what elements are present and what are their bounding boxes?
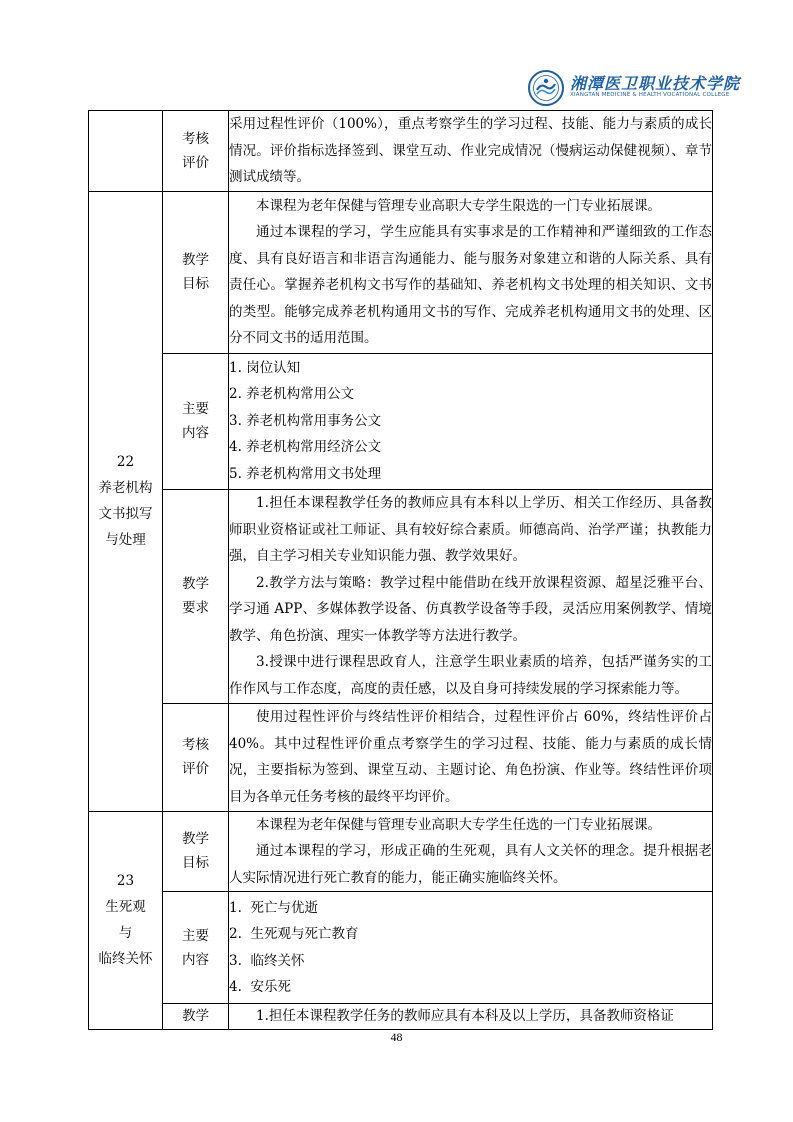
label-line: 评价: [182, 154, 209, 171]
row-label-assess: [163, 703, 229, 811]
goal-content: [229, 191, 713, 353]
row-label-content: [163, 353, 229, 489]
label-line: 目标: [182, 276, 209, 292]
row-label-assess: [163, 111, 229, 192]
table-row: [89, 111, 713, 192]
course-name-line: 与处理: [105, 532, 146, 548]
row-label-goal: [163, 811, 229, 892]
req-paragraph: 1.担任本课程教学任务的教师应具有本科以上学历、相关工作经历、具备教师职业资格证或社工师证、具有较好综合素质。师德高尚、治学严谨；执教能力强，自主学习相关专业知识能力强、教学效果好。: [229, 495, 712, 564]
row-label-goal: [163, 191, 229, 353]
row-label-req: [163, 1004, 229, 1030]
row-label-content: [163, 892, 229, 1004]
assess-text: 使用过程性评价与终结性评价相结合，过程性评价占 60%，终结性评价占 40%。其中过程性评价重点考察学生的学习过程、技能、能力与素质的成长情况，主要指标为签到、课堂互动、主题讨论、角色扮演、作业等。终结性评价项目为各单元任务考核的最终平均评价。: [229, 709, 712, 805]
req-content: [229, 489, 713, 703]
label-line: 教学: [182, 576, 209, 592]
course-number: 23: [116, 873, 135, 890]
school-logo-icon: [528, 70, 564, 106]
curriculum-table: [88, 110, 713, 1030]
list-item: 2. 生死观与死亡教育: [229, 926, 359, 942]
list-item: 2. 养老机构常用公文: [229, 386, 355, 403]
goal-paragraph: 通过本课程的学习，学生应能具有实事求是的工作精神和严谨细致的工作态度、具有良好语言和非语言沟通能力、能与服务对象建立和谐的人际关系、具有责任心。掌握养老机构文书写作的基础知、养老机构文书处理的相关知识、文书的类型。能够完成养老机构通用文书的写作、完成养老机构通用文书的处理、区分不同文书的适用范围。: [229, 224, 712, 346]
goal-paragraph: 本课程为老年保健与管理专业高职大专学生限选的一门专业拓展课。: [256, 197, 661, 214]
req-content: [229, 1004, 713, 1030]
label-line: 目标: [182, 855, 209, 872]
list-item: 3. 养老机构常用事务公文: [229, 412, 382, 429]
list-item: 4. 养老机构常用经济公文: [229, 439, 382, 456]
table-row: [89, 811, 713, 892]
course-name-line: 文书拟写: [98, 506, 153, 522]
label-line: 要求: [182, 600, 209, 616]
page-header: [0, 0, 793, 110]
table-row: [89, 353, 713, 489]
label-line: 考核: [182, 130, 209, 147]
req-paragraph: 2.教学方法与策略：教学过程中能借助在线开放课程资源、超星泛雅平台、学习通 APP、多媒体教学设备、仿真教学设备等手段，灵活应用案例教学、情境教学、角色扮演、理实一体教学等方法进行教学。: [229, 574, 712, 644]
content-list: [229, 892, 713, 1004]
course-name-line: 养老机构: [98, 480, 153, 496]
assess-content: [229, 703, 713, 811]
list-item: 1. 死亡与优逝: [229, 899, 318, 916]
school-name-cn: 湘潭医卫职业技术学院: [570, 74, 741, 93]
label-line: 教学: [182, 1008, 209, 1024]
list-item: 1. 岗位认知: [229, 359, 301, 376]
goal-paragraph: 本课程为老年保健与管理专业高职大专学生任选的一门专业拓展课。: [256, 816, 661, 833]
course-23-cell: [89, 811, 163, 1030]
row-label-req: [163, 489, 229, 703]
table-row: [89, 703, 713, 811]
assess-text: 采用过程性评价（100%），重点考察学生的学习过程、技能、能力与素质的成长情况。评价指标选择签到、课堂互动、作业完成情况（慢病运动保健视频）、章节测试成绩等。: [229, 116, 712, 185]
req-paragraph: 1.担任本课程教学任务的教师应具有本科及以上学历，具备教师资格证: [256, 1008, 674, 1024]
list-item: 4. 安乐死: [229, 979, 291, 995]
label-line: 内容: [182, 951, 209, 968]
course-22-cell: [89, 191, 163, 811]
label-line: 教学: [182, 252, 209, 268]
list-item: 5. 养老机构常用文书处理: [229, 465, 382, 482]
page-number: 48: [390, 1030, 403, 1044]
goal-content: [229, 811, 713, 892]
table-row: [89, 1004, 713, 1030]
label-line: 考核: [182, 737, 209, 753]
table-row: [89, 191, 713, 353]
label-line: 评价: [182, 761, 209, 777]
label-line: 教学: [182, 831, 209, 848]
course-index-cell: [89, 111, 163, 192]
list-item: 3. 临终关怀: [229, 952, 305, 969]
label-line: 内容: [182, 425, 209, 441]
content-list: [229, 353, 713, 489]
course-name-line: 生死观: [105, 899, 146, 916]
table-row: [89, 892, 713, 1004]
school-name-en: XIANGTAN MEDICINE & HEALTH VOCATIONAL COLLEGE: [570, 92, 730, 98]
goal-paragraph: 通过本课程的学习，形成正确的生死观，具有人文关怀的理念。提升根据老人实际情况进行死亡教育的能力，能正确实施临终关怀。: [229, 843, 712, 886]
table-row: [89, 489, 713, 703]
course-number: 22: [116, 454, 135, 470]
req-paragraph: 3.授课中进行课程思政育人，注意学生职业素质的培养，包括严谨务实的工作作风与工作态度，高度的责任感，以及自身可持续发展的学习探索能力等。: [229, 654, 712, 697]
assess-content: [229, 111, 713, 192]
label-line: 主要: [182, 927, 209, 944]
label-line: 主要: [182, 401, 209, 417]
course-name-line: 与: [118, 925, 133, 942]
course-name-line: 临终关怀: [98, 951, 153, 968]
